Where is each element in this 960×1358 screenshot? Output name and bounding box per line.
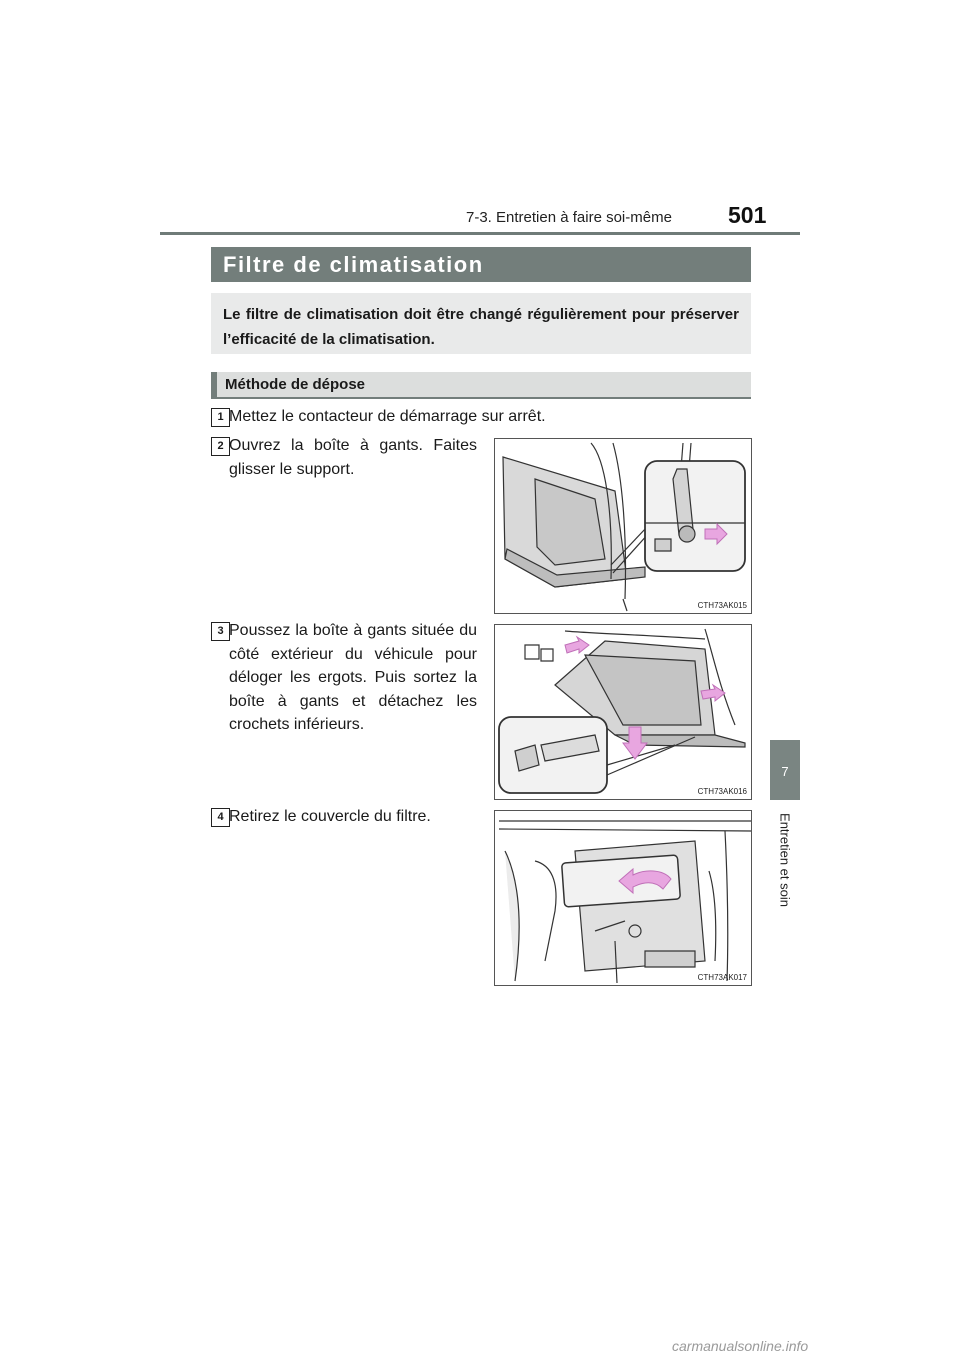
figure-code-2: CTH73AK015	[697, 601, 747, 610]
intro-text: Le filtre de climatisation doit être changé régulièrement pour préserver l’efficacité de la climatisation.	[223, 306, 739, 348]
step-text-1: Mettez le contacteur de démarrage sur arrêt.	[229, 408, 546, 425]
figure-glovebox-removal	[494, 624, 752, 800]
chapter-label: Entretien et soin	[777, 813, 793, 907]
glovebox-support-illustration	[495, 439, 751, 613]
header-rule	[160, 232, 800, 235]
step-number-1: 1	[211, 408, 230, 427]
figure-filter-cover	[494, 810, 752, 986]
chapter-number: 7	[781, 764, 789, 779]
step-text-2: Ouvrez la boîte à gants. Faites glisser le support.	[229, 437, 477, 478]
subheading-accent	[211, 372, 217, 398]
chapter-label-wrap	[750, 805, 820, 915]
subheading-rule	[211, 397, 751, 399]
page-number: 501	[728, 202, 767, 228]
figure-code-4: CTH73AK017	[697, 973, 747, 982]
step-number-3: 3	[211, 622, 230, 641]
figure-code-3: CTH73AK016	[697, 787, 747, 796]
filter-cover-illustration	[495, 811, 751, 985]
subheading: Méthode de dépose	[225, 376, 366, 393]
watermark: carmanualsonline.info	[672, 1338, 809, 1354]
page-title: Filtre de climatisation	[223, 252, 484, 277]
step-text-4: Retirez le couvercle du filtre.	[229, 808, 431, 825]
step-number-4: 4	[211, 808, 230, 827]
step-text-3: Poussez la boîte à gants située du côté extérieur du véhicule pour déloger les ergots. Puis sortez la boîte à gants et détachez les crochets inférieurs.	[229, 622, 477, 733]
glovebox-removal-illustration	[495, 625, 751, 799]
step-number-2: 2	[211, 437, 230, 456]
section-header: 7-3. Entretien à faire soi-même	[466, 209, 672, 226]
figure-glovebox-support	[494, 438, 752, 614]
